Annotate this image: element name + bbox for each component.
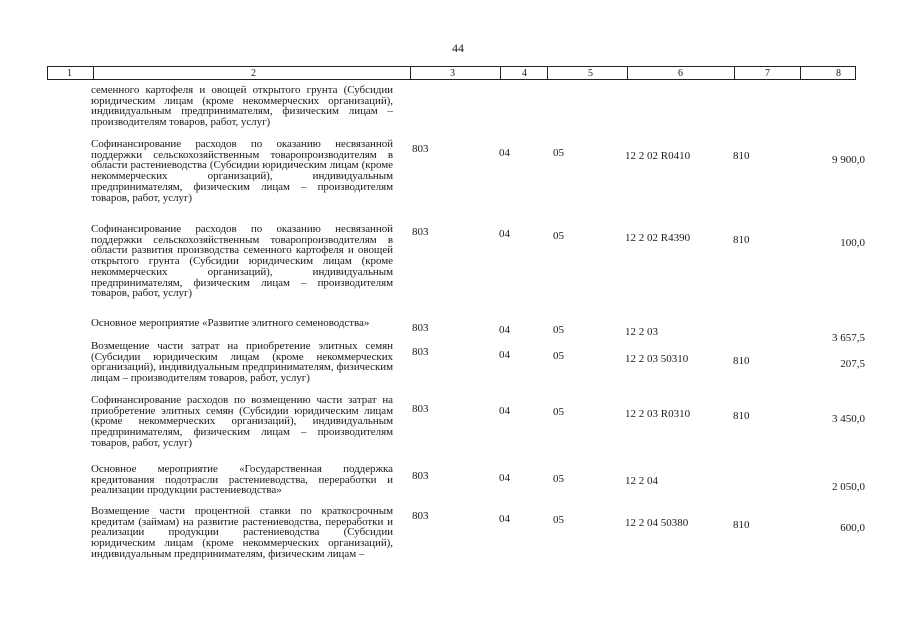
row-amount: 9 900,0 [832,154,865,166]
header-col-8: 8 [836,68,841,79]
row-subsection-code: 05 [553,514,564,526]
row-description: Софинансирование расходов по оказанию несвязанной поддержки сельскохозяйственным товаропроизводителям в области развития производства семенного картофеля и овощей открытого грунта (Субсидии юридическим лицам (кроме некоммерческих организаций), индивидуальным предпринимателям, физическим лицам – производителям товаров, работ, услуг) [91,223,393,300]
row-target-code: 12 2 02 R4390 [625,232,691,244]
header-col-7: 7 [765,68,770,79]
row-amount: 600,0 [840,522,865,534]
header-col-6: 6 [678,68,683,79]
row-subsection-code: 05 [553,230,564,242]
row-description: Софинансирование расходов по возмещению части затрат на приобретение элитных семян (Субсидии юридическим лицам (кроме некоммерческих организаций), индивидуальным предпринимателям, физическим лицам – производителям товаров, работ, услуг) [91,394,393,449]
row-description: семенного картофеля и овощей открытого грунта (Субсидии юридическим лицам (кроме некоммерческих организаций), индивидуальным предпринимателям, физическим лицам – производителям товаров, работ, услуг) [91,84,393,129]
row-description: Основное мероприятие «Государственная поддержка кредитования подотрасли растениеводства, переработки и реализации продукции растениеводства» [91,463,393,497]
row-amount: 3 450,0 [832,413,865,425]
row-description: Возмещение части процентной ставки по краткосрочным кредитам (займам) на развитие растениеводства, переработки и реализации продукции растениеводства (Субсидии юридическим лицам (кроме некоммерческих организаций), индивидуальным предпринимателям, физическим лицам – [91,505,393,560]
row-subsection-code: 05 [553,350,564,362]
row-ministry-code: 803 [412,510,429,522]
row-subsection-code: 05 [553,147,564,159]
row-subsection-code: 05 [553,473,564,485]
row-section-code: 04 [499,349,510,361]
row-target-code: 12 2 03 50310 [625,353,689,365]
row-amount: 207,5 [840,358,865,370]
row-ministry-code: 803 [412,403,429,415]
row-description: Основное мероприятие «Развитие элитного семеноводства» [91,317,370,329]
row-expense-type: 810 [733,519,750,531]
row-ministry-code: 803 [412,346,429,358]
row-section-code: 04 [499,472,510,484]
row-section-code: 04 [499,324,510,336]
row-amount: 3 657,5 [832,332,865,344]
row-target-code: 12 2 04 [625,475,658,487]
header-col-1: 1 [67,68,72,79]
row-target-code: 12 2 02 R0410 [625,150,691,162]
row-ministry-code: 803 [412,226,429,238]
row-ministry-code: 803 [412,322,429,334]
row-expense-type: 810 [733,234,750,246]
row-amount: 100,0 [840,237,865,249]
header-col-2: 2 [251,68,256,79]
row-expense-type: 810 [733,410,750,422]
row-section-code: 04 [499,405,510,417]
row-description: Возмещение части затрат на приобретение элитных семян (Субсидии юридическим лицам (кроме некоммерческих организаций), индивидуальным предпринимателям, физическим лицам – производителям товаров, работ, услуг) [91,340,393,385]
header-col-4: 4 [522,68,527,79]
row-expense-type: 810 [733,355,750,367]
row-subsection-code: 05 [553,324,564,336]
row-description: Софинансирование расходов по оказанию несвязанной поддержки сельскохозяйственным товаропроизводителям в области растениеводства (Субсидии юридическим лицам (кроме некоммерческих организаций), индивидуальным предпринимателям, физическим лицам – производителям товаров, работ, услуг) [91,138,393,204]
row-target-code: 12 2 04 50380 [625,517,689,529]
header-col-5: 5 [588,68,593,79]
row-ministry-code: 803 [412,470,429,482]
row-target-code: 12 2 03 R0310 [625,408,691,420]
row-subsection-code: 05 [553,406,564,418]
row-section-code: 04 [499,513,510,525]
row-section-code: 04 [499,228,510,240]
header-col-3: 3 [450,68,455,79]
page-number: 44 [452,41,464,55]
row-target-code: 12 2 03 [625,326,658,338]
row-expense-type: 810 [733,150,750,162]
row-ministry-code: 803 [412,143,429,155]
row-amount: 2 050,0 [832,481,865,493]
row-section-code: 04 [499,147,510,159]
